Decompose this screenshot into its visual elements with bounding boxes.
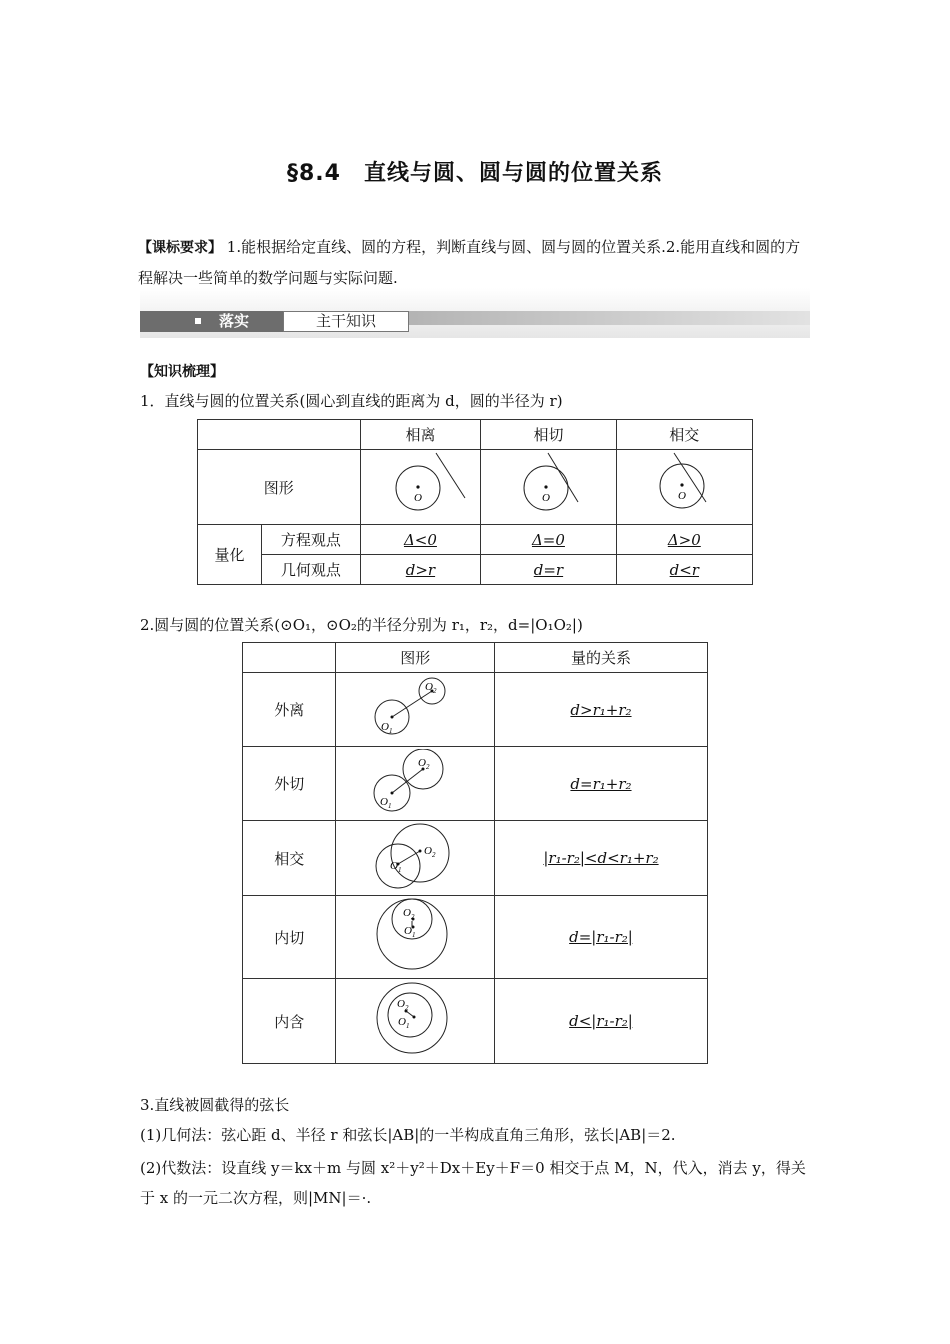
svg-text:O1: $O_1$ <box>398 1016 410 1030</box>
svg-text:O1: $O_1$ <box>381 720 393 735</box>
banner-light-tab: 主干知识 <box>283 311 409 332</box>
relation-value: d<|r₁-r₂| <box>494 979 707 1064</box>
center-label: O <box>414 492 423 504</box>
col-tangent: 相切 <box>481 420 616 450</box>
section2-heading: 2.圆与圆的位置关系(⊙O₁，⊙O₂的半径分别为 r₁，r₂，d=|O₁O₂|) <box>140 616 583 634</box>
col-figure: 图形 <box>336 643 495 673</box>
col-separate: 相离 <box>360 420 481 450</box>
sub-algebra-label: 方程观点 <box>262 525 361 555</box>
figure-contained <box>336 979 495 1064</box>
banner-left-label: 落实 <box>219 312 250 330</box>
svg-text:O1: $O_1$ <box>390 860 402 874</box>
row-figure-label: 图形 <box>198 450 361 525</box>
center-label: O <box>678 490 687 502</box>
relation-value: d=r₁+r₂ <box>494 747 707 821</box>
svg-text:O2: $O_2$ <box>418 756 430 771</box>
svg-text:O2: $O_2$ <box>403 907 415 921</box>
relation-value: d=|r₁-r₂| <box>494 896 707 979</box>
course-requirements <box>138 232 813 293</box>
geometry-tangent: d=r <box>481 555 616 585</box>
row-name: 外切 <box>243 747 336 821</box>
col-relation: 量的关系 <box>494 643 707 673</box>
figure-external-tangent <box>336 747 495 821</box>
geometry-intersect: d<r <box>616 555 752 585</box>
svg-text:O2: $O_2$ <box>424 845 436 859</box>
knowledge-label: 【知识梳理】 <box>140 364 224 380</box>
row-quant-label: 量化 <box>198 525 262 585</box>
section-banner <box>140 288 810 338</box>
banner-dark-tab <box>140 311 283 332</box>
sub-geometry-label: 几何观点 <box>262 555 361 585</box>
requirements-text: 1.能根据给定直线、圆的方程，判断直线与圆、圆与圆的位置关系.2.能用直线和圆的方程解决一些简单的数学问题与实际问题. <box>138 238 801 287</box>
algebra-separate: Δ<0 <box>360 525 481 555</box>
page-title: §8.4 直线与圆、圆与圆的位置关系 <box>287 161 663 186</box>
section1-heading: 1．直线与圆的位置关系(圆心到直线的距离为 d，圆的半径为 r) <box>140 392 563 410</box>
row-name: 内含 <box>243 979 336 1064</box>
line-circle-table <box>197 419 753 585</box>
square-icon <box>195 318 201 324</box>
figure-external-separate <box>336 673 495 747</box>
algebra-tangent: Δ=0 <box>481 525 616 555</box>
svg-text:O1: $O_1$ <box>380 795 392 810</box>
circle-circle-table <box>242 642 708 1064</box>
row-name: 相交 <box>243 821 336 896</box>
row-name: 内切 <box>243 896 336 979</box>
row-name: 外离 <box>243 673 336 747</box>
relation-value: d>r₁+r₂ <box>494 673 707 747</box>
algebra-intersect: Δ>0 <box>616 525 752 555</box>
svg-text:O1: $O_1$ <box>404 925 416 939</box>
requirements-label: 【课标要求】 <box>138 240 222 256</box>
col-intersect: 相交 <box>616 420 752 450</box>
figure-internal-tangent <box>336 896 495 979</box>
figure-line-tangent <box>481 450 616 525</box>
section3-heading: 3.直线被圆截得的弦长 <box>140 1096 290 1114</box>
figure-intersecting <box>336 821 495 896</box>
section3-geometric: (1)几何法：弦心距 d、半径 r 和弦长|AB|的一半构成直角三角形，弦长|AB|＝2. <box>140 1126 676 1144</box>
geometry-separate: d>r <box>360 555 481 585</box>
section3-algebraic: (2)代数法：设直线 y＝kx＋m 与圆 x²＋y²＋Dx＋Ey＋F＝0 相交于点 M，N，代入，消去 y，得关于 x 的一元二次方程，则|MN|＝·. <box>140 1159 806 1207</box>
svg-text:O2: $O_2$ <box>425 680 437 695</box>
svg-text:O2: $O_2$ <box>397 998 409 1012</box>
center-label: O <box>542 492 551 504</box>
figure-line-separate <box>360 450 481 525</box>
figure-line-intersect <box>616 450 752 525</box>
relation-value: |r₁-r₂|<d<r₁+r₂ <box>494 821 707 896</box>
